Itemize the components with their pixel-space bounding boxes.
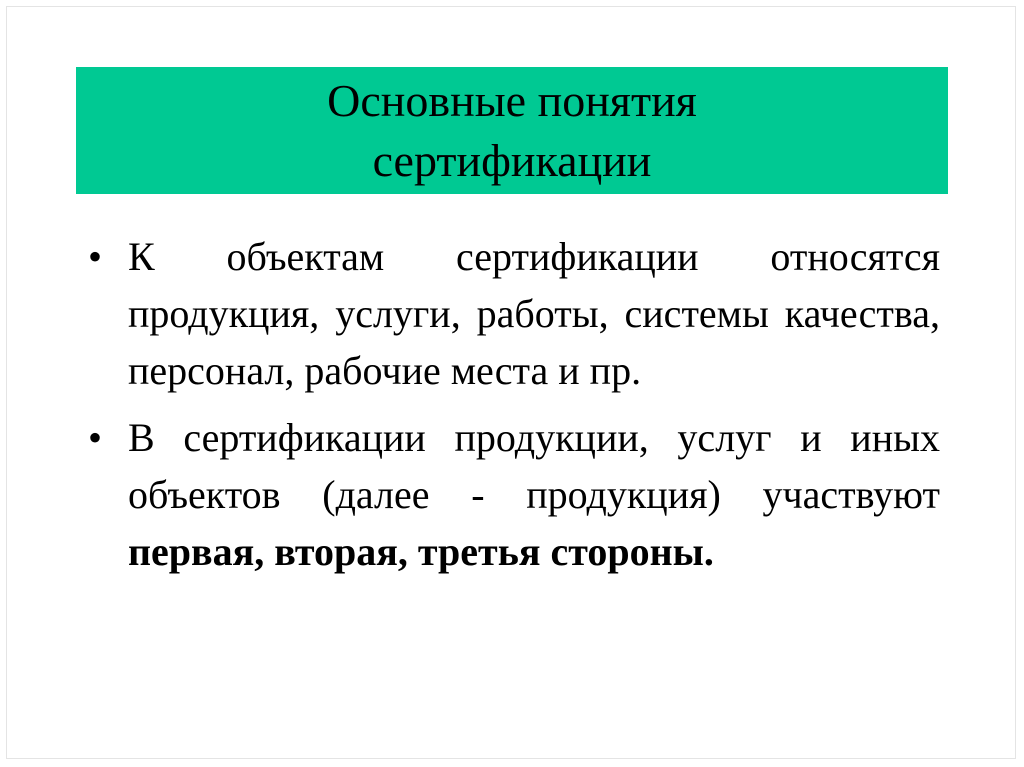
bullet-marker: • — [88, 415, 103, 460]
slide-title-line-1: Основные понятия — [327, 74, 697, 126]
bullet-bold-text: первая, вторая, третья стороны. — [128, 529, 714, 574]
slide-title — [327, 71, 697, 191]
bullet-text: К объектам сертификации относятся продукция, услуги, работы, системы качества, персонал, рабочие места и пр. — [128, 234, 940, 393]
title-band — [76, 67, 948, 194]
bullet-marker: • — [88, 234, 103, 279]
slide-title-line-2: сертификации — [372, 134, 652, 186]
bullet-item-objects — [88, 228, 940, 399]
bullet-item-parties — [88, 409, 940, 580]
bullet-list — [88, 228, 940, 590]
bullet-text: В сертификации продукции, услуг и иных объектов (далее - продукция) участвуют — [128, 415, 940, 517]
